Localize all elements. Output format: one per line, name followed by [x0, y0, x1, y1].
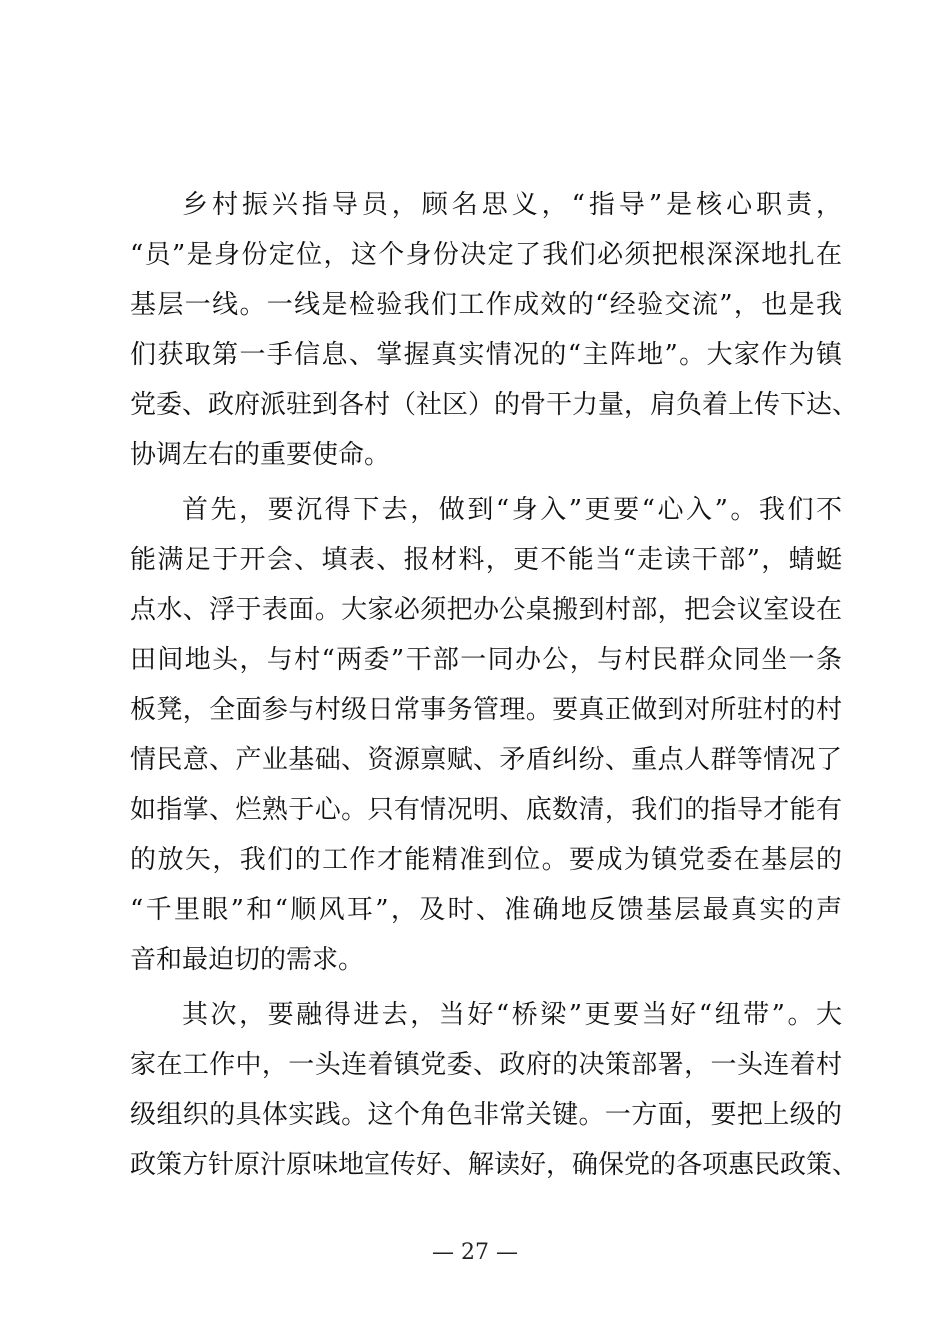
text-line: 党委、政府派驻到各村（社区）的骨干力量，肩负着上传下达、 — [130, 390, 859, 420]
text-line: 协调左右的重要使命。 — [130, 440, 391, 470]
text-line: 田间地头，与村“两委”干部一同办公，与村民群众同坐一条 — [130, 645, 842, 675]
text-line: “员”是身份定位，这个身份决定了我们必须把根深深地扎在 — [130, 240, 842, 270]
text-line: 政策方针原汁原味地宣传好、解读好，确保党的各项惠民政策、 — [130, 1150, 859, 1180]
text-line: 们获取第一手信息、掌握真实情况的“主阵地”。大家作为镇 — [130, 340, 842, 370]
text-line: 音和最迫切的需求。 — [130, 945, 365, 975]
text-line: 乡村振兴指导员，顾名思义，“指导”是核心职责， — [182, 190, 842, 220]
text-line: 点水、浮于表面。大家必须把办公桌搬到村部，把会议室设在 — [130, 595, 842, 625]
page-number: — 27 — — [432, 1240, 518, 1265]
text-line: 的放矢，我们的工作才能精准到位。要成为镇党委在基层的 — [130, 845, 842, 875]
text-line: 基层一线。一线是检验我们工作成效的“经验交流”，也是我 — [130, 290, 842, 320]
text-line: 板凳，全面参与村级日常事务管理。要真正做到对所驻村的村 — [130, 695, 842, 725]
text-line: 情民意、产业基础、资源禀赋、矛盾纠纷、重点人群等情况了 — [130, 745, 842, 775]
text-line: 级组织的具体实践。这个角色非常关键。一方面，要把上级的 — [130, 1100, 842, 1130]
text-line: 首先，要沉得下去，做到“身入”更要“心入”。我们不 — [182, 495, 842, 525]
text-line: 能满足于开会、填表、报材料，更不能当“走读干部”，蜻蜓 — [130, 545, 842, 575]
text-line: 家在工作中，一头连着镇党委、政府的决策部署，一头连着村 — [130, 1050, 842, 1080]
text-line: “千里眼”和“顺风耳”，及时、准确地反馈基层最真实的声 — [130, 895, 842, 925]
text-line: 如指掌、烂熟于心。只有情况明、底数清，我们的指导才能有 — [130, 795, 842, 825]
text-line: 其次，要融得进去，当好“桥梁”更要当好“纽带”。大 — [182, 1000, 842, 1030]
